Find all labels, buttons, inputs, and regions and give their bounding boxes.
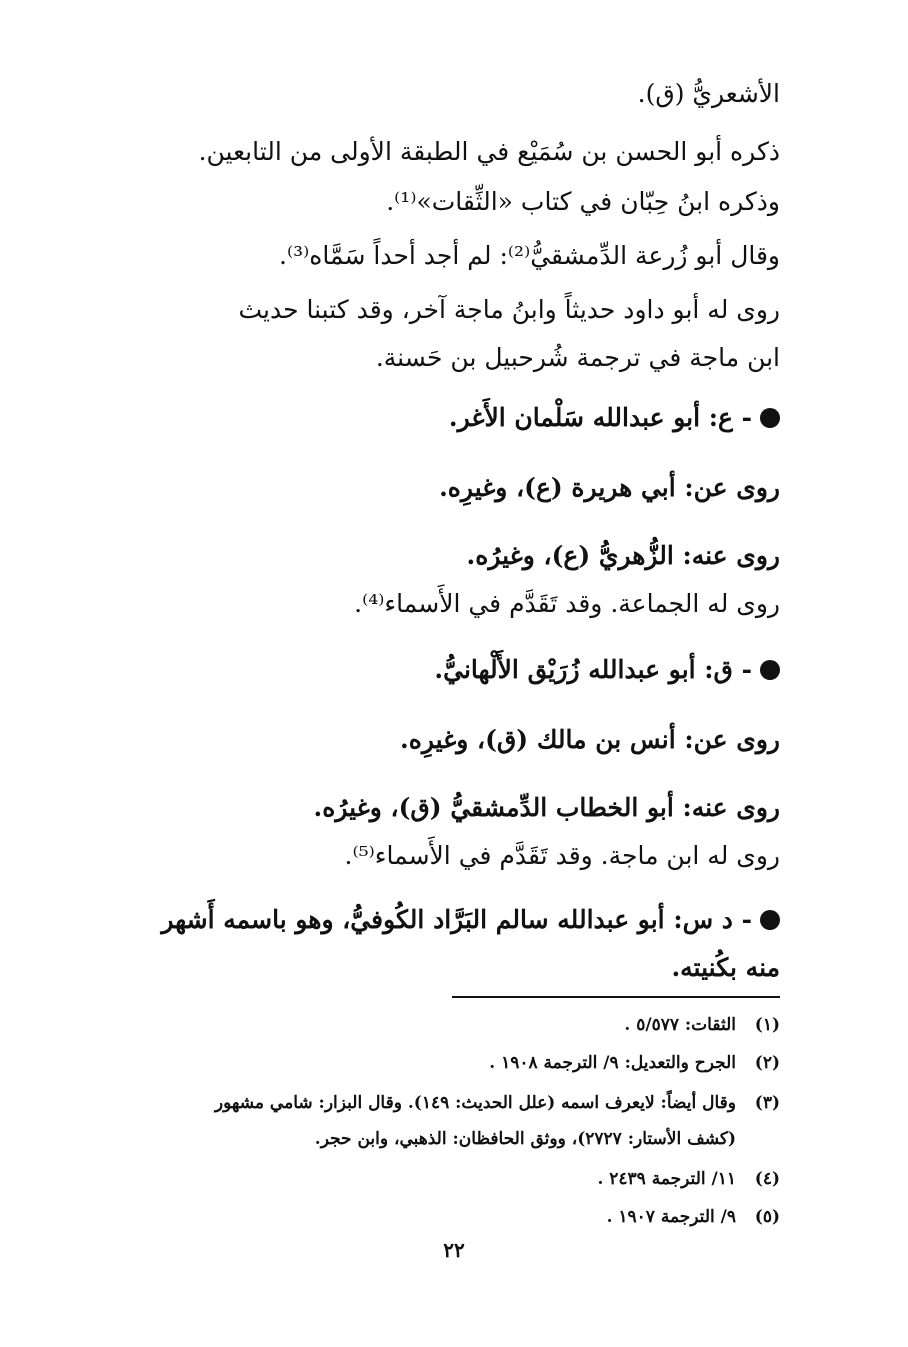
footnote-3 (215, 1090, 780, 1116)
footnote-number: (٥) (754, 1207, 780, 1227)
footnote-5 (607, 1204, 780, 1230)
entry-2-title: - ق: أبو عبدالله زُرَيْق الأَلْهانيُّ. (434, 655, 752, 684)
footnote-text: ٩/ الترجمة ١٩٠٧ . (606, 1207, 736, 1227)
footnote-number: (١) (754, 1015, 780, 1035)
entry-3-header (161, 900, 780, 940)
footnote-text: الجرح والتعديل: ٩/ الترجمة ١٩٠٨ . (489, 1053, 736, 1073)
entry-3-continuation: منه بكُنيته. (671, 953, 780, 982)
entry-2-note: روى له ابن ماجة. وقد تَقَدَّم في الأَسماء⁽⁵⁾. (344, 841, 780, 870)
text-line-3: وذكره ابنُ حِبّان في كتاب «الثِّقات»⁽¹⁾. (386, 187, 780, 216)
bullet-icon (760, 660, 780, 680)
footnote-number: (٤) (754, 1169, 780, 1189)
footnote-rule (452, 996, 780, 998)
footnote-1 (624, 1012, 780, 1038)
footnote-text: (كشف الأستار: ٢٧٢٧)، ووثق الحافظان: الذهبي، وابن حجر. (314, 1129, 736, 1149)
footnote-text: وقال أيضاً: لايعرف اسمه (علل الحديث: ١٤٩). وقال البزار: شامي مشهور (214, 1093, 736, 1113)
bullet-icon (760, 910, 780, 930)
entry-1-rawa-an: روى عن: أبي هريرة (ع)، وغيرِه. (439, 473, 780, 502)
footnote-number: (٣) (754, 1093, 780, 1113)
bullet-icon (760, 408, 780, 428)
text-line-1: الأشعريُّ (ق). (637, 79, 780, 108)
entry-2-rawa-anhu: روى عنه: أبو الخطاب الدِّمشقيُّ (ق)، وغيرُه. (313, 793, 780, 822)
entry-1-note: روى له الجماعة. وقد تَقَدَّم في الأَسماء⁽⁴⁾. (354, 589, 780, 618)
entry-2-header (434, 650, 780, 690)
text-line-6: ابن ماجة في ترجمة شُرحبيل بن حَسنة. (375, 343, 780, 372)
footnote-text: الثقات: ٥/٥٧٧ . (624, 1015, 736, 1035)
entry-2-rawa-an: روى عن: أنس بن مالك (ق)، وغيرِه. (400, 725, 780, 754)
footnote-3-continuation (315, 1126, 780, 1152)
footnote-2 (489, 1050, 780, 1076)
page-number: ٢٢ (443, 1238, 465, 1262)
entry-1-rawa-anhu: روى عنه: الزُّهريُّ (ع)، وغيرُه. (466, 541, 780, 570)
text-line-4: وقال أبو زُرعة الدِّمشقيُّ⁽²⁾: لم أجد أحداً سَمَّاه⁽³⁾. (279, 241, 780, 270)
entry-3-title: - د س: أبو عبدالله سالم البَرَّاد الكُوفيُّ، وهو باسمه أَشهر (161, 905, 752, 934)
text-line-2: ذكره أبو الحسن بن سُمَيْع في الطبقة الأولى من التابعين. (198, 137, 780, 166)
footnote-number: (٢) (754, 1053, 780, 1073)
entry-1-title: - ع: أبو عبدالله سَلْمان الأَغر. (448, 403, 752, 432)
footnote-4 (597, 1166, 780, 1192)
entry-1-header (449, 398, 780, 438)
text-line-5: روى له أبو داود حديثاً وابنُ ماجة آخر، وقد كتبنا حديث (238, 295, 780, 324)
footnote-text: ١١/ الترجمة ٢٤٣٩ . (597, 1169, 736, 1189)
